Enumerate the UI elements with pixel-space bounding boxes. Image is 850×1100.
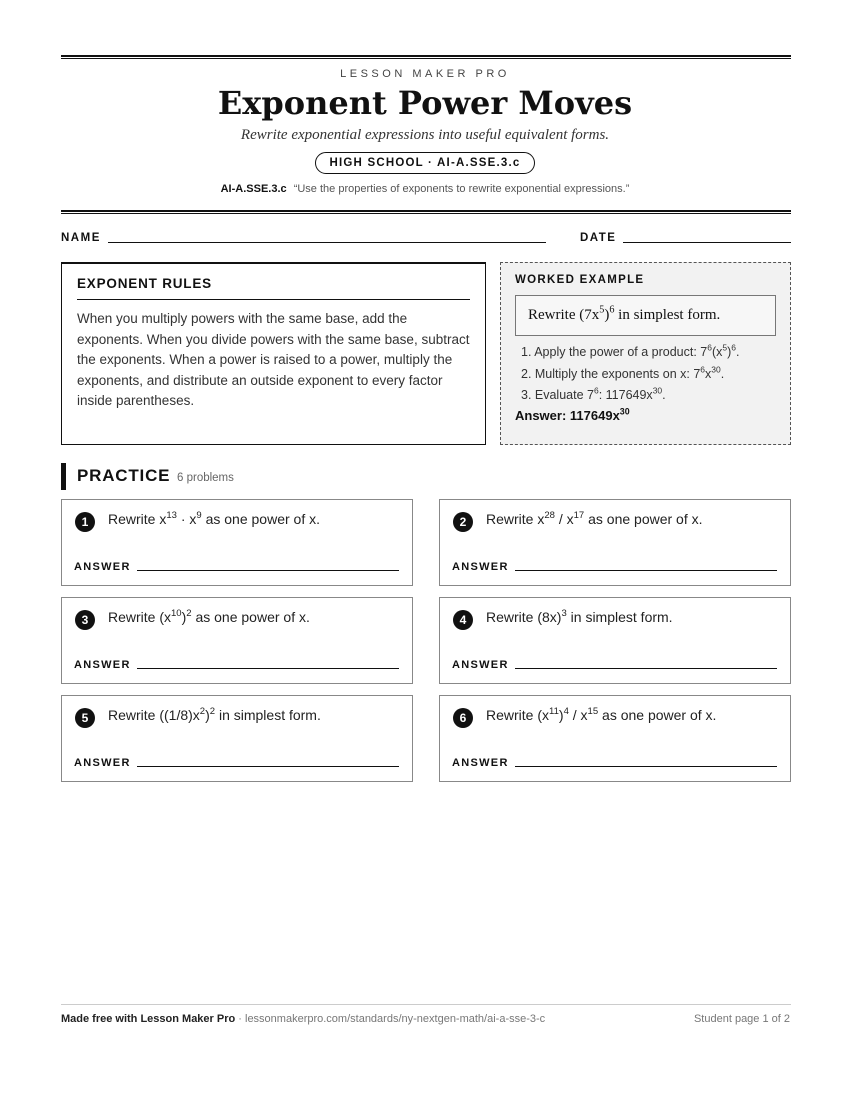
problem-text: Rewrite $(x^{10})^2$ as one power of x. (108, 607, 310, 625)
answer-label: ANSWER (452, 561, 509, 573)
answer-field[interactable] (137, 668, 399, 669)
example-step: 3. Evaluate $7^6$: $117649x^{30}$. (521, 385, 666, 402)
problem-number: 5 (75, 708, 95, 728)
worksheet-subtitle: Rewrite exponential expressions into useful equivalent forms. (240, 127, 610, 143)
answer-field[interactable] (137, 570, 399, 571)
problem-number: 3 (75, 610, 95, 630)
example-prompt: Rewrite $(7x^5)^6$ in simplest form. (515, 295, 776, 336)
answer-label: ANSWER (452, 659, 509, 671)
problem-card (439, 597, 791, 684)
answer-label: ANSWER (74, 561, 131, 573)
example-steps (515, 342, 776, 407)
header-bottom-rule (61, 210, 791, 214)
footer-credit (61, 1013, 545, 1025)
practice-count: 6 problems (177, 472, 234, 484)
problem-card (61, 597, 413, 684)
answer-field[interactable] (515, 570, 777, 571)
answer-label: ANSWER (452, 757, 509, 769)
answer-label: ANSWER (74, 757, 131, 769)
badge-wrap (0, 152, 850, 174)
problem-number: 1 (75, 512, 95, 532)
rules-body: When you multiply powers with the same base, add the exponents. When you divide powers with the same base, subtract the exponents. When a power is raised to a power, multiply the exponents, and distribute an outside exponent to every factor inside parentheses. (77, 311, 470, 409)
problem-text: Rewrite $x^{28} / x^{17}$ as one power of x. (486, 509, 703, 527)
practice-heading: PRACTICE (77, 466, 171, 485)
practice-accent-bar (61, 463, 66, 490)
problem-text: Rewrite $(8x)^3$ in simplest form. (486, 607, 673, 625)
example-step: 1. Apply the power of a product: $7^6(x^5)^6$. (521, 342, 740, 359)
problem-number: 6 (453, 708, 473, 728)
answer-field[interactable] (515, 766, 777, 767)
brand-name: LESSON MAKER PRO (340, 68, 510, 80)
problem-card (439, 499, 791, 586)
header-top-rule (61, 55, 791, 59)
example-answer: Answer: $117649x^{30}$ (515, 405, 630, 423)
worked-example-box (500, 262, 791, 445)
name-label: NAME (61, 232, 101, 244)
problem-number: 4 (453, 610, 473, 630)
level-badge: HIGH SCHOOL · AI-A.SSE.3.c (315, 152, 536, 174)
problem-card (61, 499, 413, 586)
answer-field[interactable] (137, 766, 399, 767)
problem-text: Rewrite $((1/8)x^2)^2$ in simplest form. (108, 705, 321, 723)
footer-page-number: Student page 1 of 2 (693, 1013, 790, 1025)
date-field[interactable] (623, 242, 791, 243)
problem-number: 2 (453, 512, 473, 532)
problem-card (439, 695, 791, 782)
answer-field[interactable] (515, 668, 777, 669)
rules-heading: EXPONENT RULES (77, 276, 470, 300)
example-heading: WORKED EXAMPLE (515, 274, 645, 286)
standard-text: “Use the properties of exponents to rewrite exponential expressions.” (293, 183, 630, 195)
worksheet-title: Exponent Power Moves (217, 84, 633, 122)
name-field[interactable] (108, 242, 546, 243)
footer-url[interactable]: · lessonmakerpro.com/standards/ny-nextgen-math/ai-a-sse-3-c (235, 1013, 546, 1025)
footer-made-with: Made free with Lesson Maker Pro (61, 1013, 236, 1025)
answer-label: ANSWER (74, 659, 131, 671)
footer-rule (61, 1004, 791, 1005)
example-step: 2. Multiply the exponents on x: $7^6x^{30}$. (521, 363, 725, 381)
date-label: DATE (580, 232, 617, 244)
problem-card (61, 695, 413, 782)
standard-code: AI-A.SSE.3.c (220, 183, 287, 195)
problem-text: Rewrite $(x^{11})^4 / x^{15}$ as one power of x. (486, 705, 717, 723)
exponent-rules-box (61, 262, 486, 445)
standard-line (0, 183, 850, 195)
problem-text: Rewrite $x^{13} \cdot x^9$ as one power of x. (108, 509, 320, 527)
